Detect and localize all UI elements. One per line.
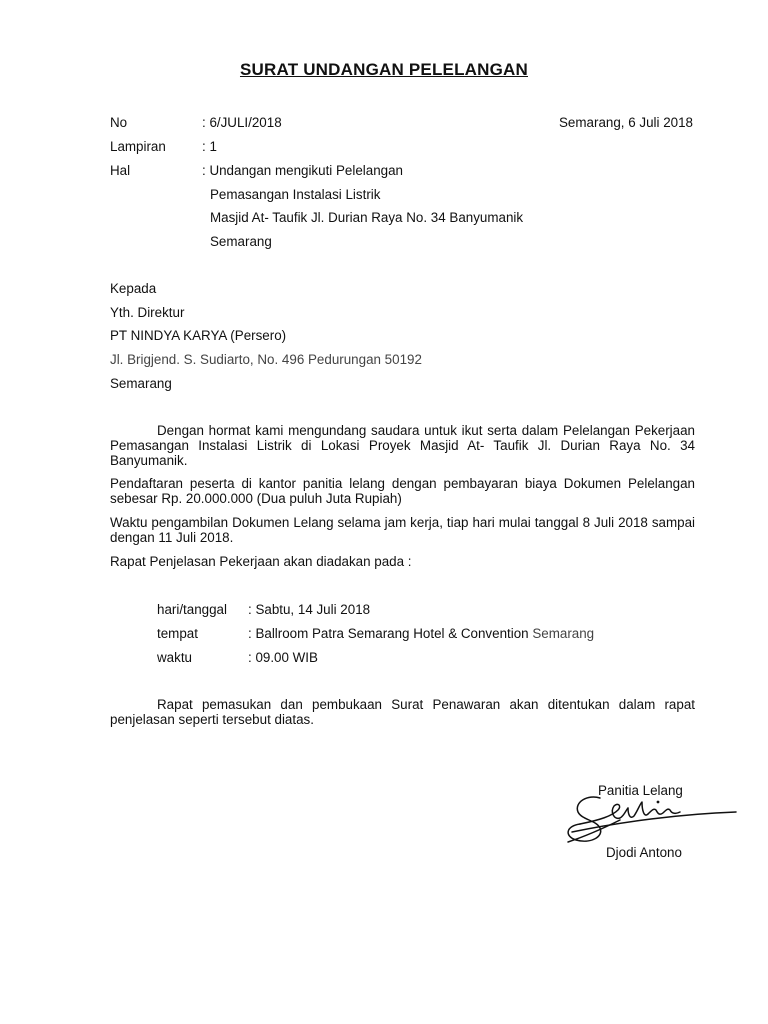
recipient-address: Jl. Brigjend. S. Sudiarto, No. 496 Pedurungan 50192 — [110, 352, 422, 367]
meeting-day-value: : Sabtu, 14 Juli 2018 — [248, 602, 371, 617]
meeting-place-label: tempat — [157, 626, 198, 641]
closing-paragraph: Rapat pemasukan dan pembukaan Surat Penawaran akan ditentukan dalam rapat penjelasan seperti tersebut diatas. — [110, 697, 695, 727]
signature-name: Djodi Antono — [606, 845, 682, 860]
lampiran-value: : 1 — [202, 139, 217, 154]
recipient-city: Semarang — [110, 376, 172, 391]
hal-line-3: Masjid At- Taufik Jl. Durian Raya No. 34 Banyumanik — [210, 210, 524, 225]
meeting-day-label: hari/tanggal — [157, 602, 227, 617]
recipient-yth: Yth. Direktur — [110, 305, 185, 320]
no-value: : 6/JULI/2018 — [202, 115, 282, 130]
place-date: Semarang, 6 Juli 2018 — [559, 115, 693, 130]
meeting-time-value: : 09.00 WIB — [248, 650, 318, 665]
recipient-kepada: Kepada — [110, 281, 157, 296]
meeting-time-label: waktu — [157, 650, 192, 665]
meeting-place-value — [248, 626, 594, 642]
hal-value: : Undangan mengikuti Pelelangan — [202, 163, 404, 178]
body-paragraph-3: Waktu pengambilan Dokumen Lelang selama jam kerja, tiap hari mulai tanggal 8 Juli 2018 sampai dengan 11 Juli 2018. — [110, 515, 695, 545]
signature-role: Panitia Lelang — [598, 783, 683, 798]
meeting-place-city: Semarang — [532, 626, 595, 641]
body-paragraph-1: Dengan hormat kami mengundang saudara untuk ikut serta dalam Pelelangan Pekerjaan Pemasangan Instalasi Listrik di Lokasi Proyek Masjid At- Taufik Jl. Durian Raya No. 34 Banyumanik. — [110, 423, 695, 468]
meeting-place-venue: : Ballroom Patra Semarang Hotel & Convention — [248, 626, 529, 641]
handwritten-signature — [560, 790, 740, 850]
hal-line-2: Pemasangan Instalasi Listrik — [210, 187, 381, 202]
body-paragraph-4: Rapat Penjelasan Pekerjaan akan diadakan pada : — [110, 554, 412, 569]
letter-title: SURAT UNDANGAN PELELANGAN — [239, 60, 528, 79]
body-paragraph-2: Pendaftaran peserta di kantor panitia lelang dengan pembayaran biaya Dokumen Pelelangan sebesar Rp. 20.000.000 (Dua puluh Juta Rupiah) — [110, 476, 695, 506]
no-label: No — [110, 115, 128, 130]
recipient-company: PT NINDYA KARYA (Persero) — [110, 328, 287, 343]
signature-dot — [657, 801, 660, 804]
hal-label: Hal — [110, 163, 131, 178]
lampiran-label: Lampiran — [110, 139, 166, 154]
hal-line-4: Semarang — [210, 234, 272, 249]
